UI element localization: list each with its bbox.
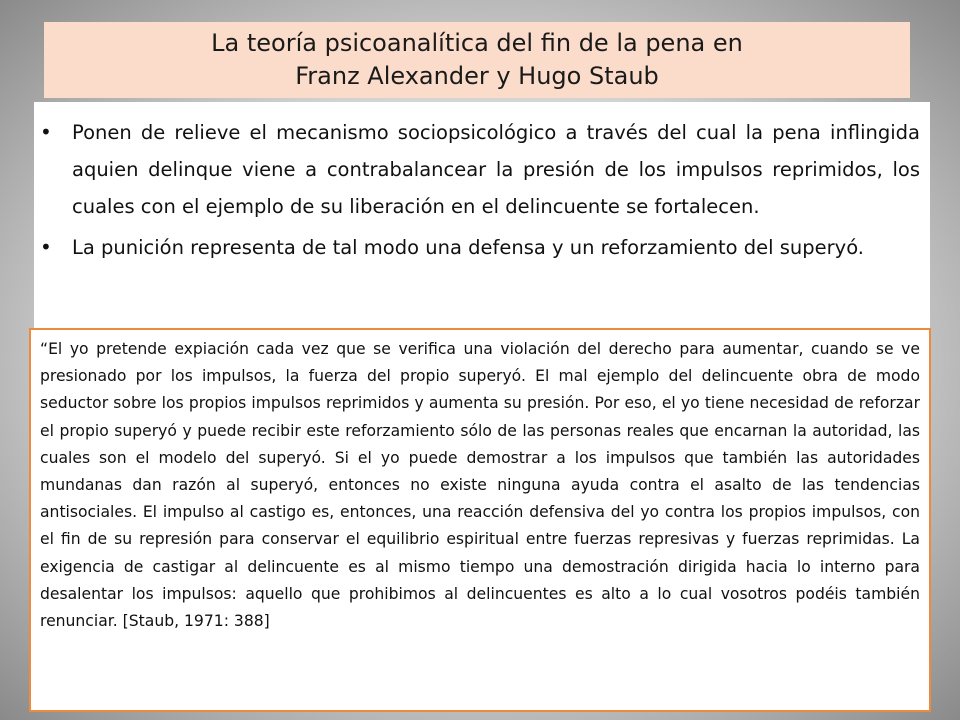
bullet-dot-icon: • [40, 120, 52, 144]
slide-title [44, 22, 910, 98]
quote-text: “El yo pretende expiación cada vez que se verifica una violación del derecho para aumentar, cuando se ve presionado por los impulsos, la fuerza del propio superyó. El mal ejemplo del delincuente obra de modo seductor sobre los propios impulsos reprimidos y aumenta su presión. Por eso, el yo tiene necesidad de reforzar el propio superyó y puede recibir este reforzamiento sólo de las personas reales que encarnan la autoridad, las cuales son el modelo del superyó. Si el yo puede demostrar a los impulsos que también las autoridades mundanas dan razón al superyó, entonces no existe ninguna ayuda contra el asalto de las tendencias antisociales. El impulso al castigo es, entonces, una reacción defensiva del yo contra los propios impulsos, con el fin de su represión para conservar el equilibrio espiritual entre fuerzas represivas y fuerzas reprimidas. La exigencia de castigar al delincuente es al mismo tiempo una demostración dirigida hacia lo interno para desalentar los impulsos: aquello que prohibimos al delincuentes es alto a lo cual vosotros podéis también renunciar. [Staub, 1971: 388] [40, 340, 920, 631]
bullet-text: Ponen de relieve el mecanismo sociopsicológico a través del cual la pena inflingida aquien delinque viene a contrabalancear la presión de los impulsos reprimidos, los cuales con el ejemplo de su liberación en el delincuente se fortalecen. [72, 121, 920, 218]
bullet-list-box [34, 102, 930, 330]
bullet-item [40, 114, 920, 225]
title-line-2: Franz Alexander y Hugo Staub [295, 62, 659, 90]
bullet-item [40, 229, 920, 266]
quote-box [29, 328, 931, 712]
bullet-text: La punición representa de tal modo una defensa y un reforzamiento del superyó. [72, 236, 865, 259]
bullet-list [40, 114, 920, 266]
bullet-dot-icon: • [40, 235, 52, 259]
title-line-1: La teoría psicoanalítica del fin de la pena en [211, 29, 743, 57]
